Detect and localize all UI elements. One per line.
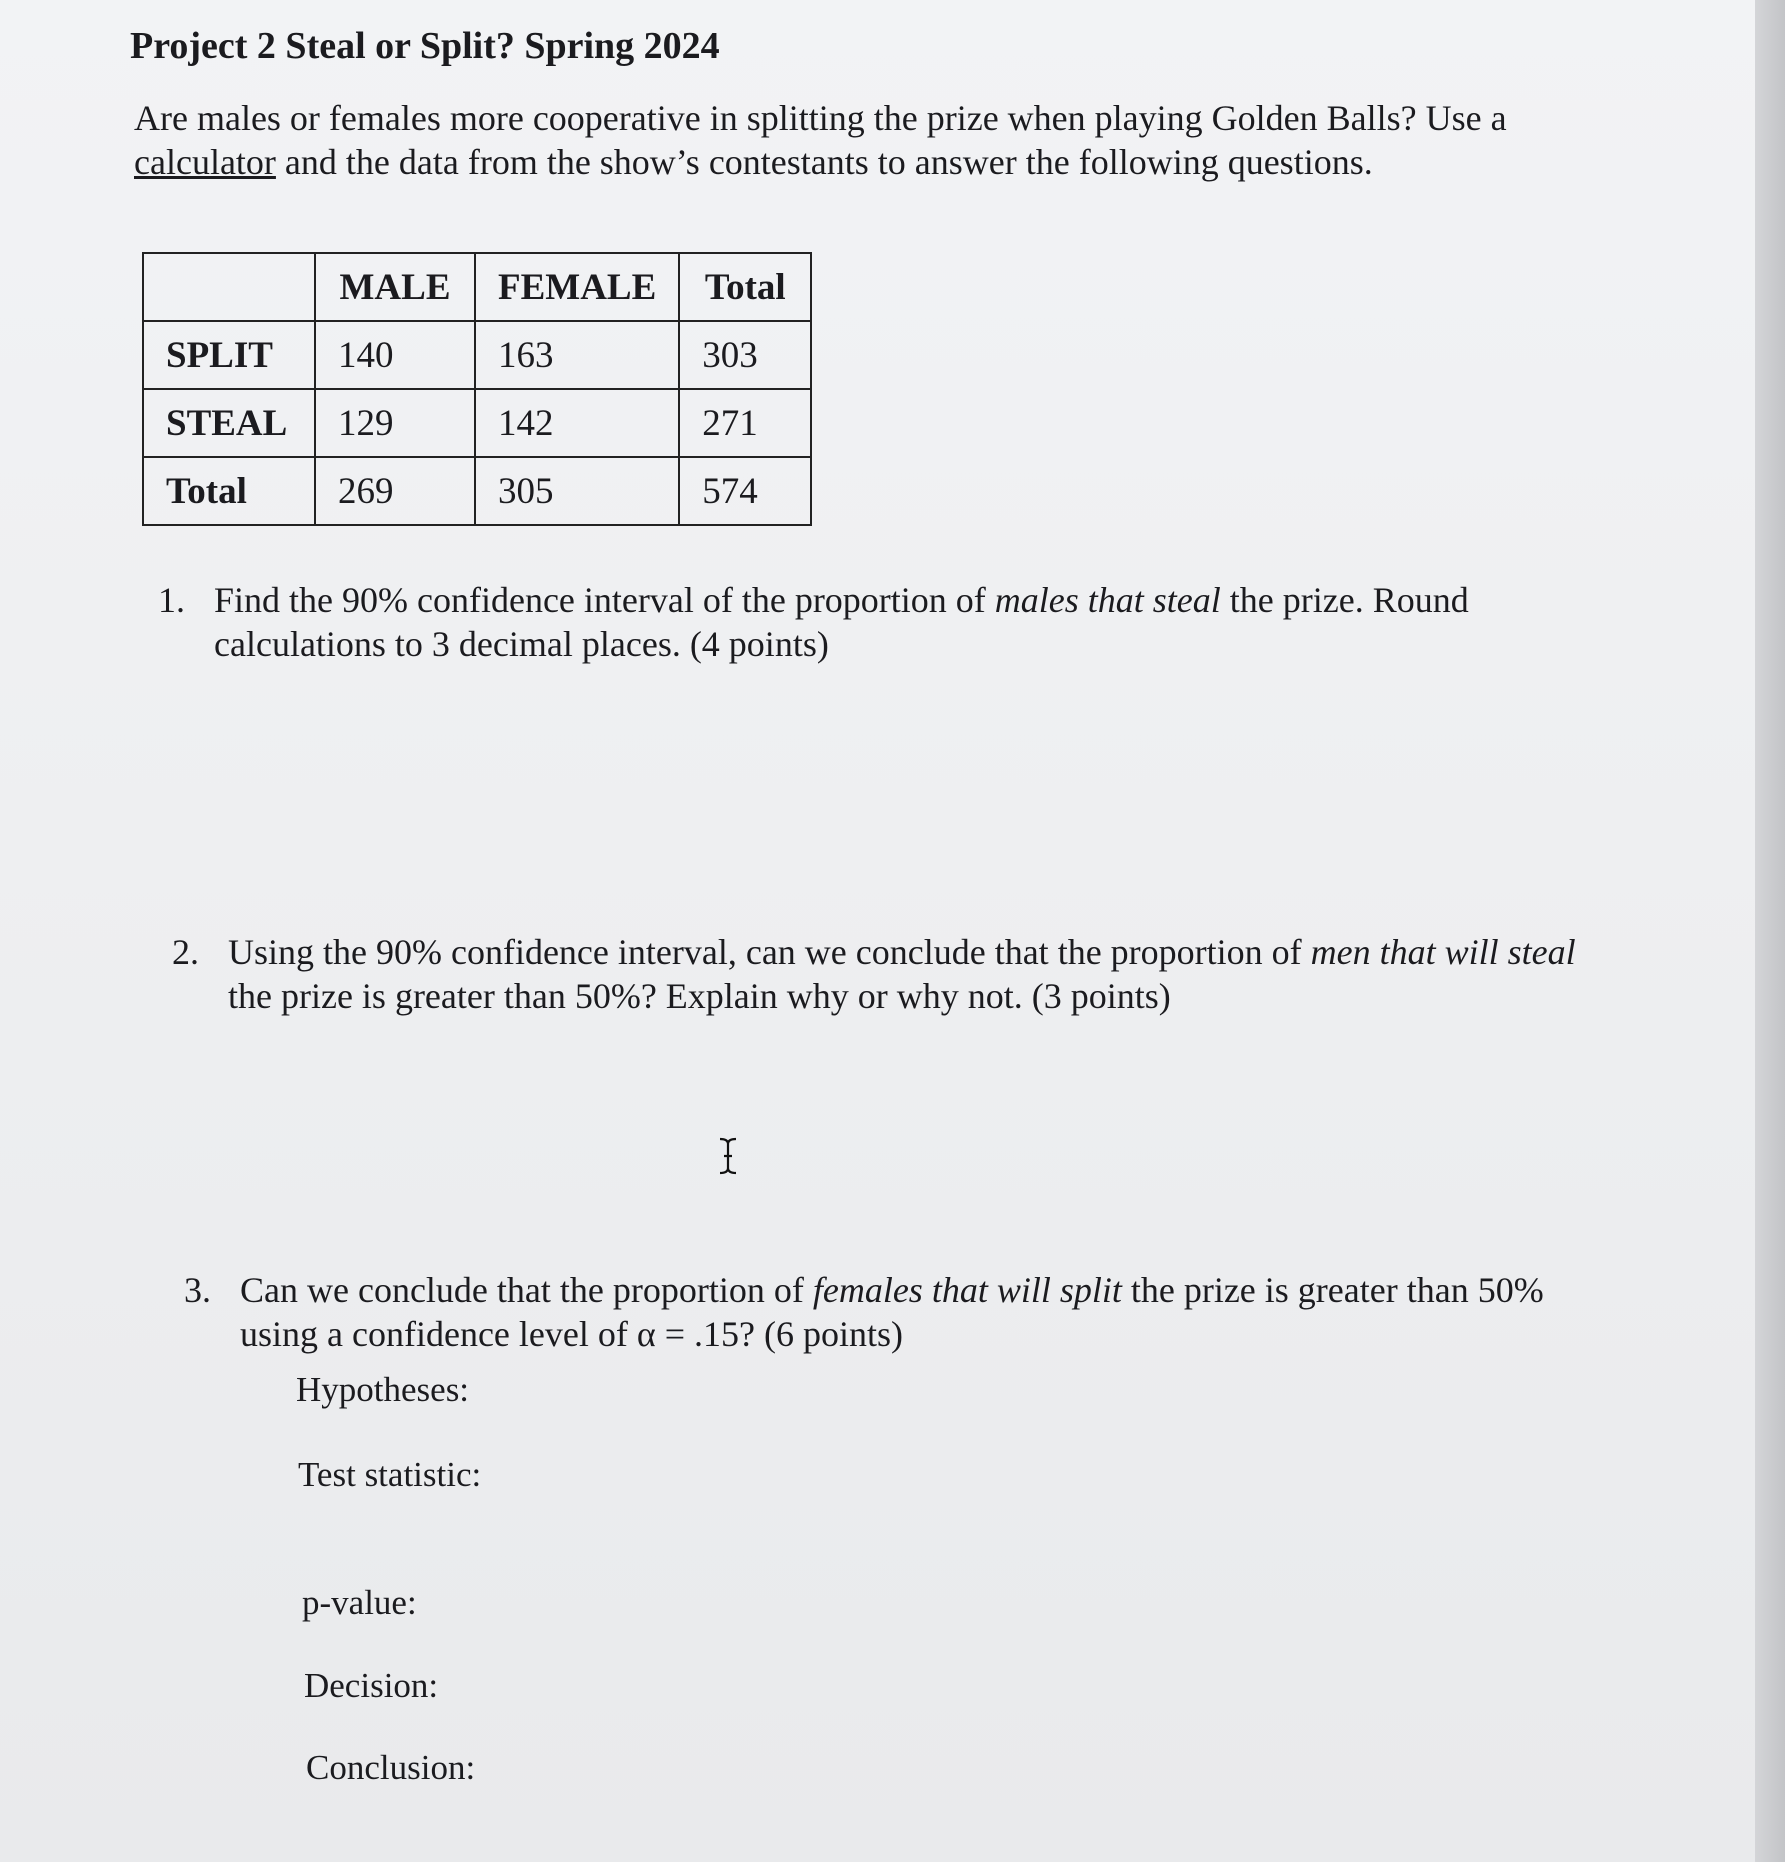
table-cell: 574	[679, 457, 811, 525]
question-number: 3.	[184, 1270, 211, 1310]
question-line: calculations to 3 decimal places. (4 points)	[214, 624, 829, 664]
question-line	[240, 1268, 1544, 1312]
question-text	[228, 930, 1576, 1018]
question-text	[214, 578, 1469, 666]
question-line: the prize is greater than 50%? Explain why or why not. (3 points)	[228, 976, 1171, 1016]
intro-line-2-rest: and the data from the show’s contestants to answer the following questions.	[275, 142, 1373, 182]
table-cell: 129	[315, 389, 475, 457]
test-statistic-label: Test statistic:	[298, 1455, 482, 1494]
table-cell: 271	[679, 389, 811, 457]
table-row	[143, 457, 811, 525]
intro-line-2	[134, 140, 1614, 184]
question-text	[240, 1268, 1544, 1356]
question-1	[158, 578, 1558, 668]
question-text-part: the prize. Round	[1220, 580, 1469, 620]
table-cell: 269	[315, 457, 475, 525]
question-emphasis: females that will split	[812, 1270, 1122, 1310]
question-text-part: Using the 90% confidence interval, can we conclude that the proportion of	[228, 932, 1311, 972]
question-3	[184, 1268, 1584, 1358]
question-text-part: Can we conclude that the proportion of	[240, 1270, 813, 1310]
question-text-part: the prize is greater than 50%	[1121, 1270, 1544, 1310]
table-row-label: Total	[143, 457, 315, 525]
question-emphasis: males that steal	[994, 580, 1221, 620]
question-line: using a confidence level of α = .15? (6 points)	[240, 1314, 903, 1354]
question-text-part: Find the 90% confidence interval of the proportion of	[214, 580, 995, 620]
table-cell: 305	[475, 457, 679, 525]
table-row	[143, 321, 811, 389]
decision-label: Decision:	[304, 1666, 439, 1705]
intro-line-1: Are males or females more cooperative in splitting the prize when playing Golden Balls? Use a	[134, 98, 1507, 138]
page-edge-shadow	[1755, 0, 1785, 1862]
table-cell: 142	[475, 389, 679, 457]
intro-paragraph	[134, 96, 1614, 184]
question-line	[214, 578, 1469, 622]
question-2	[172, 930, 1602, 1020]
calculator-underlined-text: calculator	[134, 142, 276, 182]
p-value-label: p-value:	[302, 1583, 417, 1622]
table-cell: 303	[679, 321, 811, 389]
table-header-cell	[143, 253, 315, 321]
page-title: Project 2 Steal or Split? Spring 2024	[130, 25, 720, 67]
text-cursor-icon	[716, 1136, 740, 1176]
hypotheses-label: Hypotheses:	[296, 1370, 470, 1409]
table-header-cell: Total	[679, 253, 811, 321]
question-line	[228, 930, 1576, 974]
question-number: 2.	[172, 932, 199, 972]
table-header-cell: MALE	[315, 253, 475, 321]
table-header-cell: FEMALE	[475, 253, 679, 321]
contingency-table	[142, 252, 812, 526]
table-row-label: SPLIT	[143, 321, 315, 389]
conclusion-label: Conclusion:	[306, 1748, 476, 1787]
table-cell: 163	[475, 321, 679, 389]
table-cell: 140	[315, 321, 475, 389]
table-row	[143, 389, 811, 457]
table-header-row	[143, 253, 811, 321]
question-number: 1.	[158, 580, 185, 620]
table-row-label: STEAL	[143, 389, 315, 457]
question-emphasis: men that will steal	[1310, 932, 1576, 972]
